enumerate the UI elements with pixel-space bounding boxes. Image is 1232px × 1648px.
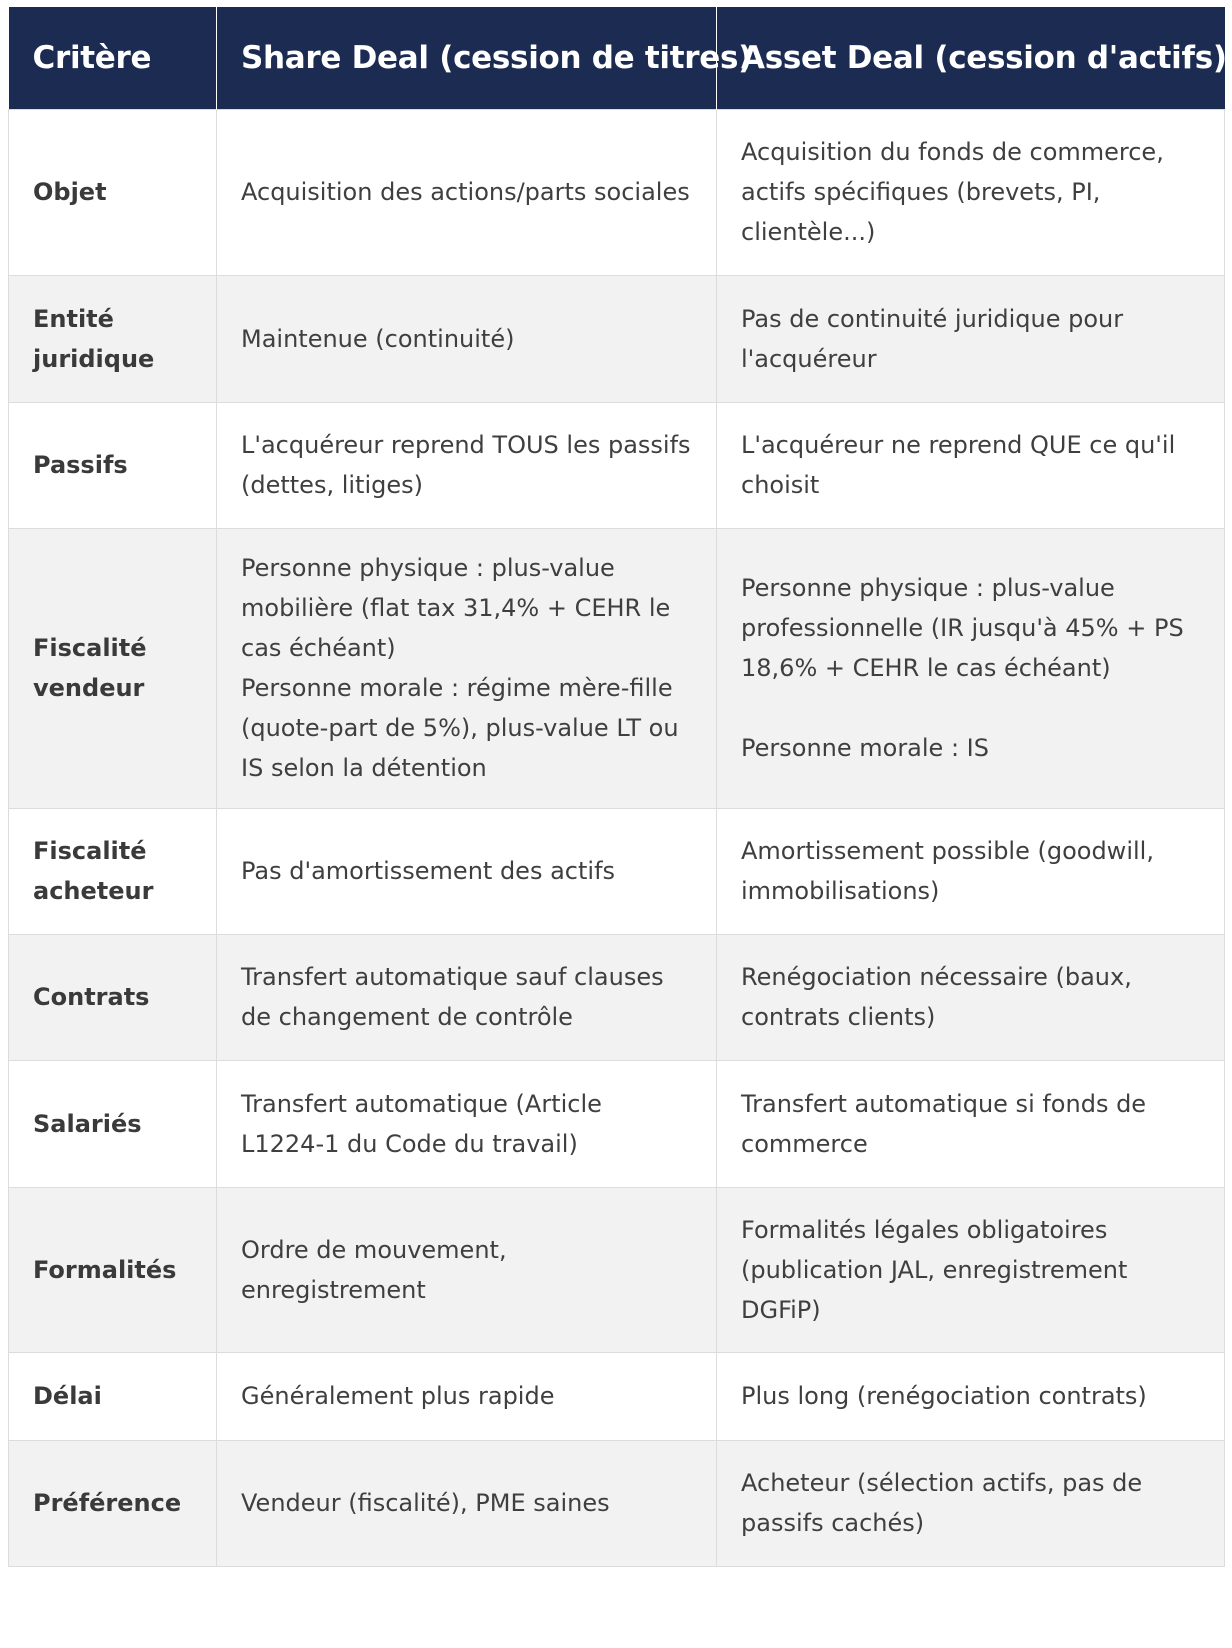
criterion-cell: Délai — [9, 1352, 217, 1440]
asset-deal-cell: Plus long (renégociation contrats) — [717, 1352, 1225, 1440]
table-row — [9, 1352, 1225, 1440]
header-share-deal: Share Deal (cession de titres) — [217, 7, 717, 109]
header-asset-deal: Asset Deal (cession d'actifs) — [717, 7, 1225, 109]
table-row — [9, 1440, 1225, 1566]
table-row — [9, 1187, 1225, 1352]
criterion-cell: Préférence — [9, 1440, 217, 1566]
table-row — [9, 275, 1225, 402]
asset-deal-cell: Transfert automatique si fonds de commerce — [717, 1060, 1225, 1187]
criterion-cell: Formalités — [9, 1187, 217, 1352]
table-row — [9, 109, 1225, 275]
asset-deal-cell: Renégociation nécessaire (baux, contrats clients) — [717, 934, 1225, 1060]
criterion-cell: Passifs — [9, 402, 217, 528]
asset-deal-cell: Personne physique : plus-value professionnelle (IR jusqu'à 45% + PS 18,6% + CEHR le cas échéant) Personne morale : IS — [717, 528, 1225, 808]
header-criterion: Critère — [9, 7, 217, 109]
share-deal-cell: Acquisition des actions/parts sociales — [217, 109, 717, 275]
asset-deal-cell: Amortissement possible (goodwill, immobilisations) — [717, 808, 1225, 934]
criterion-cell: Fiscalité vendeur — [9, 528, 217, 808]
share-deal-cell: Transfert automatique sauf clauses de changement de contrôle — [217, 934, 717, 1060]
comparison-table-container — [8, 7, 1227, 1567]
table-row — [9, 528, 1225, 808]
share-deal-cell: Généralement plus rapide — [217, 1352, 717, 1440]
share-vs-asset-deal-table — [8, 7, 1225, 1567]
share-deal-cell: L'acquéreur reprend TOUS les passifs (dettes, litiges) — [217, 402, 717, 528]
share-deal-cell: Maintenue (continuité) — [217, 275, 717, 402]
table-row — [9, 808, 1225, 934]
criterion-cell: Salariés — [9, 1060, 217, 1187]
criterion-cell: Contrats — [9, 934, 217, 1060]
asset-deal-cell: Acquisition du fonds de commerce, actifs spécifiques (brevets, PI, clientèle...) — [717, 109, 1225, 275]
criterion-cell: Fiscalité acheteur — [9, 808, 217, 934]
criterion-cell: Objet — [9, 109, 217, 275]
share-deal-cell: Transfert automatique (Article L1224-1 du Code du travail) — [217, 1060, 717, 1187]
share-deal-cell: Vendeur (fiscalité), PME saines — [217, 1440, 717, 1566]
table-row — [9, 934, 1225, 1060]
criterion-cell: Entité juridique — [9, 275, 217, 402]
table-row — [9, 1060, 1225, 1187]
asset-deal-cell: Formalités légales obligatoires (publication JAL, enregistrement DGFiP) — [717, 1187, 1225, 1352]
share-deal-cell: Personne physique : plus-value mobilière (flat tax 31,4% + CEHR le cas échéant) Personne morale : régime mère-fille (quote-part de 5%), plus-value LT ou IS selon la détention — [217, 528, 717, 808]
share-deal-cell: Ordre de mouvement, enregistrement — [217, 1187, 717, 1352]
table-row — [9, 402, 1225, 528]
asset-deal-cell: Acheteur (sélection actifs, pas de passifs cachés) — [717, 1440, 1225, 1566]
header-row — [9, 7, 1225, 109]
share-deal-cell: Pas d'amortissement des actifs — [217, 808, 717, 934]
asset-deal-cell: L'acquéreur ne reprend QUE ce qu'il choisit — [717, 402, 1225, 528]
asset-deal-cell: Pas de continuité juridique pour l'acquéreur — [717, 275, 1225, 402]
